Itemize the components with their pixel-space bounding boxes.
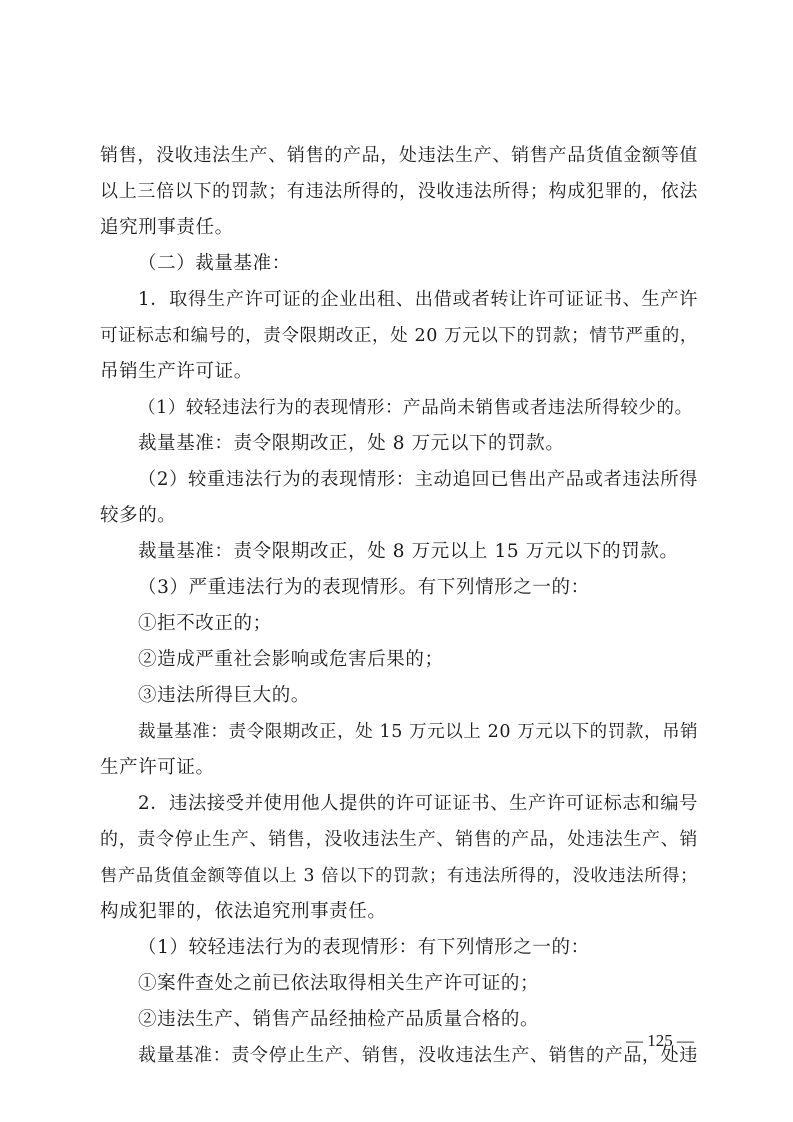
text-line: 以上三倍以下的罚款；有违法所得的，没收违法所得；构成犯罪的，依法 (100, 181, 698, 202)
paragraph-first-line: 1．取得生产许可证的企业出租、出借或者转让许可证证书、生产许 (138, 289, 698, 310)
text-line: （3）严重违法行为的表现情形。有下列情形之一的： (138, 577, 590, 598)
text-line: 裁量基准：责令限期改正，处 15 万元以上 20 万元以下的罚款，吊销 (138, 722, 699, 742)
text-line: 裁量基准：责令停止生产、销售，没收违法生产、销售的产品，处违 (138, 1045, 698, 1066)
page-number: — 125 — (626, 1031, 694, 1050)
text-line: 裁量基准：责令限期改正，处 8 万元以上 15 万元以下的罚款。 (138, 541, 679, 562)
section-heading: （二）裁量基准： (138, 253, 291, 274)
text-line: 生产许可证。 (100, 757, 215, 778)
text-line: 构成犯罪的，依法追究刑事责任。 (100, 901, 387, 922)
text-line: （2）较重违法行为的表现情形：主动追回已售出产品或者违法所得 (138, 469, 698, 490)
list-item: ①拒不改正的； (138, 613, 272, 634)
text-line: 的，责令停止生产、销售，没收违法生产、销售的产品，处违法生产、销 (100, 829, 698, 850)
paragraph-first-line: 2．违法接受并使用他人提供的许可证证书、生产许可证标志和编号 (138, 793, 698, 814)
text-line: 吊销生产许可证。 (100, 361, 253, 382)
list-item: ②造成严重社会影响或危害后果的； (138, 649, 444, 670)
document-body (100, 138, 698, 1074)
list-item: ③违法所得巨大的。 (138, 685, 310, 706)
text-line: 销售，没收违法生产、销售的产品，处违法生产、销售产品货值金额等值 (100, 145, 698, 166)
text-line: 追究刑事责任。 (100, 217, 234, 238)
list-item: ①案件查处之前已依法取得相关生产许可证的； (138, 973, 540, 994)
list-item: ②违法生产、销售产品经抽检产品质量合格的。 (138, 1009, 540, 1030)
text-line: （1）较轻违法行为的表现情形：有下列情形之一的： (138, 937, 590, 958)
text-line: 可证标志和编号的，责令限期改正，处 20 万元以下的罚款；情节严重的， (100, 326, 698, 346)
text-line: 较多的。 (100, 505, 177, 526)
text-line: 售产品货值金额等值以上 3 倍以下的罚款；有违法所得的，没收违法所得； (100, 866, 698, 886)
text-line: （1）较轻违法行为的表现情形：产品尚未销售或者违法所得较少的。 (138, 398, 693, 418)
text-line: 裁量基准：责令限期改正，处 8 万元以下的罚款。 (138, 433, 565, 454)
